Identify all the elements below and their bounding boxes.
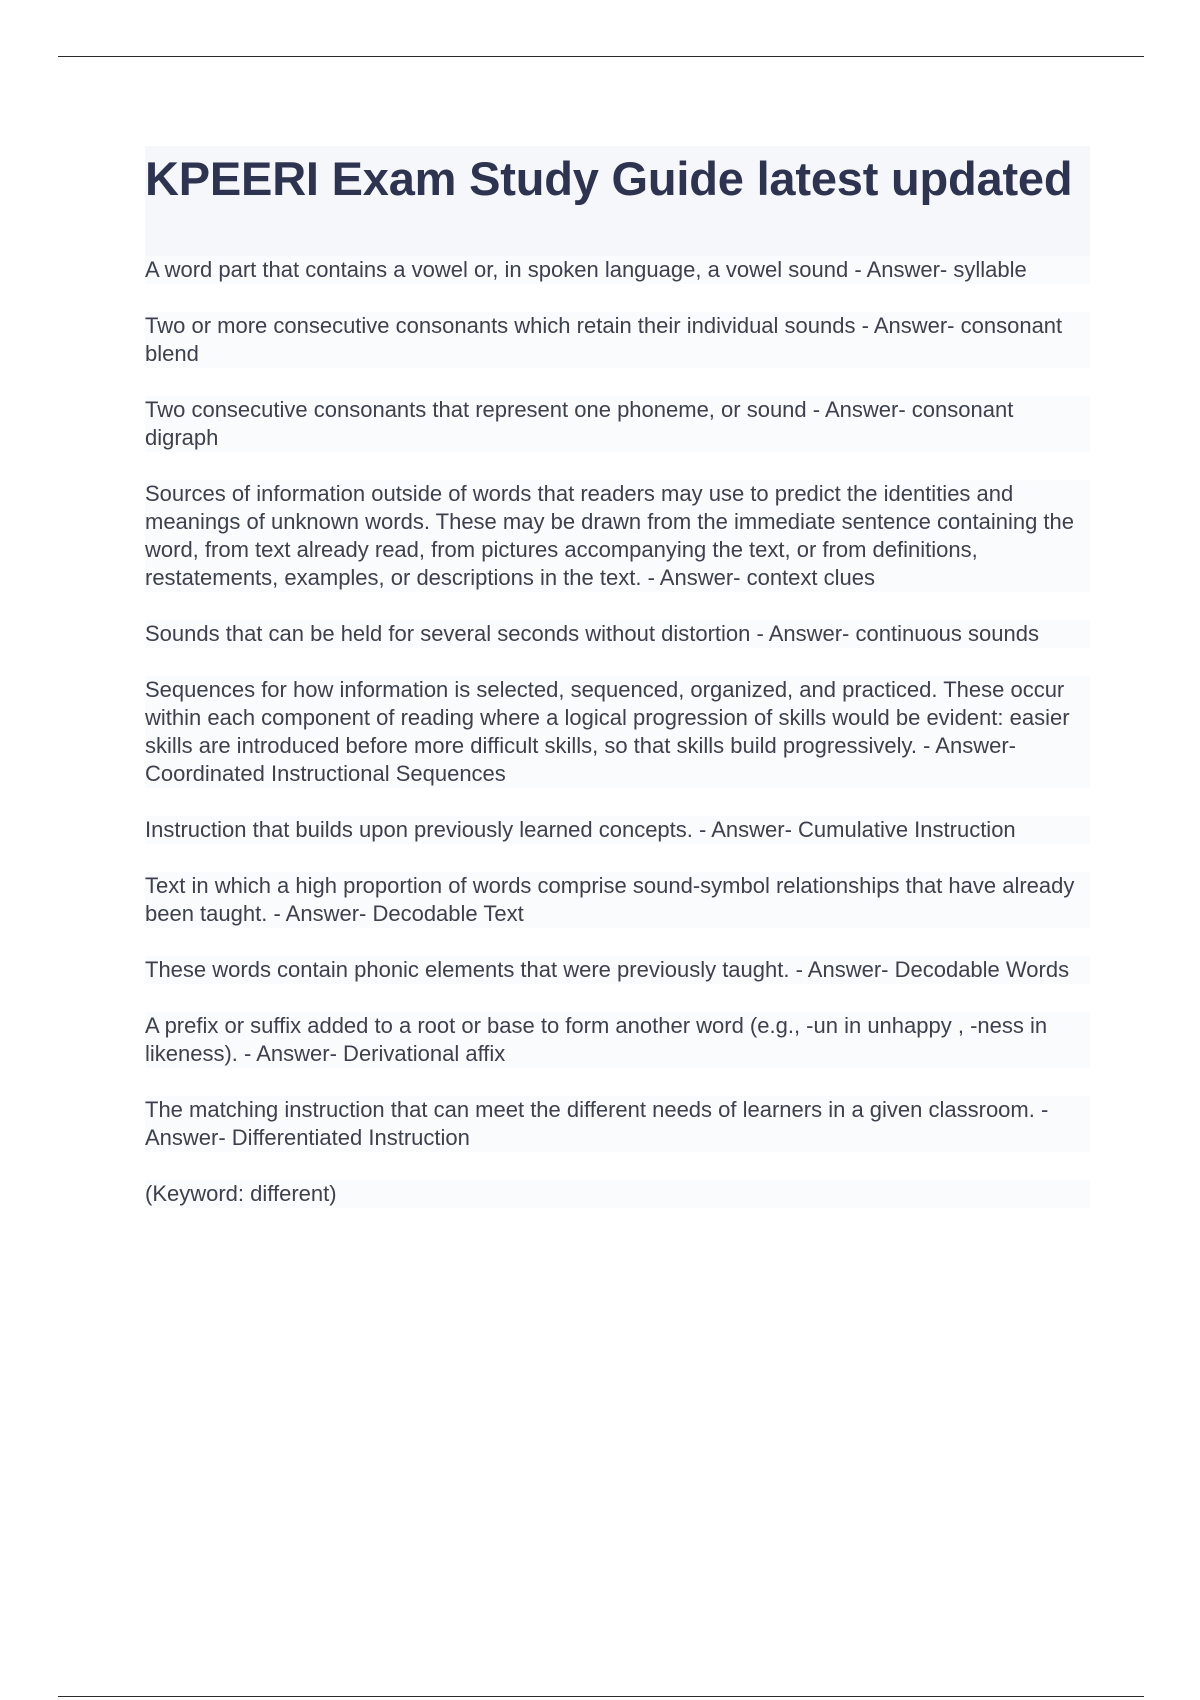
top-rule <box>58 56 1144 57</box>
qa-item: These words contain phonic elements that were previously taught. - Answer- Decodable Words <box>145 956 1090 984</box>
qa-list <box>145 256 1090 1208</box>
qa-item: A word part that contains a vowel or, in spoken language, a vowel sound - Answer- syllable <box>145 256 1090 284</box>
bottom-rule <box>58 1696 1144 1697</box>
qa-item: A prefix or suffix added to a root or base to form another word (e.g., -un in unhappy , -ness in likeness). - Answer- Derivational affix <box>145 1012 1090 1068</box>
title-block <box>145 146 1090 261</box>
document-content <box>145 146 1090 1208</box>
qa-item: (Keyword: different) <box>145 1180 1090 1208</box>
qa-item: Two or more consecutive consonants which retain their individual sounds - Answer- consonant blend <box>145 312 1090 368</box>
qa-item: Sequences for how information is selected, sequenced, organized, and practiced. These occur within each component of reading where a logical progression of skills would be evident: easier skills are introduced before more difficult skills, so that skills build progressively. - Answer- Coordinated Instructional Sequences <box>145 676 1090 788</box>
qa-item: Sources of information outside of words that readers may use to predict the identities and meanings of unknown words. These may be drawn from the immediate sentence containing the word, from text already read, from pictures accompanying the text, or from definitions, restatements, examples, or descriptions in the text. - Answer- context clues <box>145 480 1090 592</box>
qa-item: Sounds that can be held for several seconds without distortion - Answer- continuous sounds <box>145 620 1090 648</box>
qa-item: Text in which a high proportion of words comprise sound-symbol relationships that have already been taught. - Answer- Decodable Text <box>145 872 1090 928</box>
qa-item: Instruction that builds upon previously learned concepts. - Answer- Cumulative Instruction <box>145 816 1090 844</box>
qa-item: Two consecutive consonants that represent one phoneme, or sound - Answer- consonant digraph <box>145 396 1090 452</box>
document-title: KPEERI Exam Study Guide latest updated <box>145 152 1073 205</box>
qa-item: The matching instruction that can meet the different needs of learners in a given classroom. - Answer- Differentiated Instruction <box>145 1096 1090 1152</box>
